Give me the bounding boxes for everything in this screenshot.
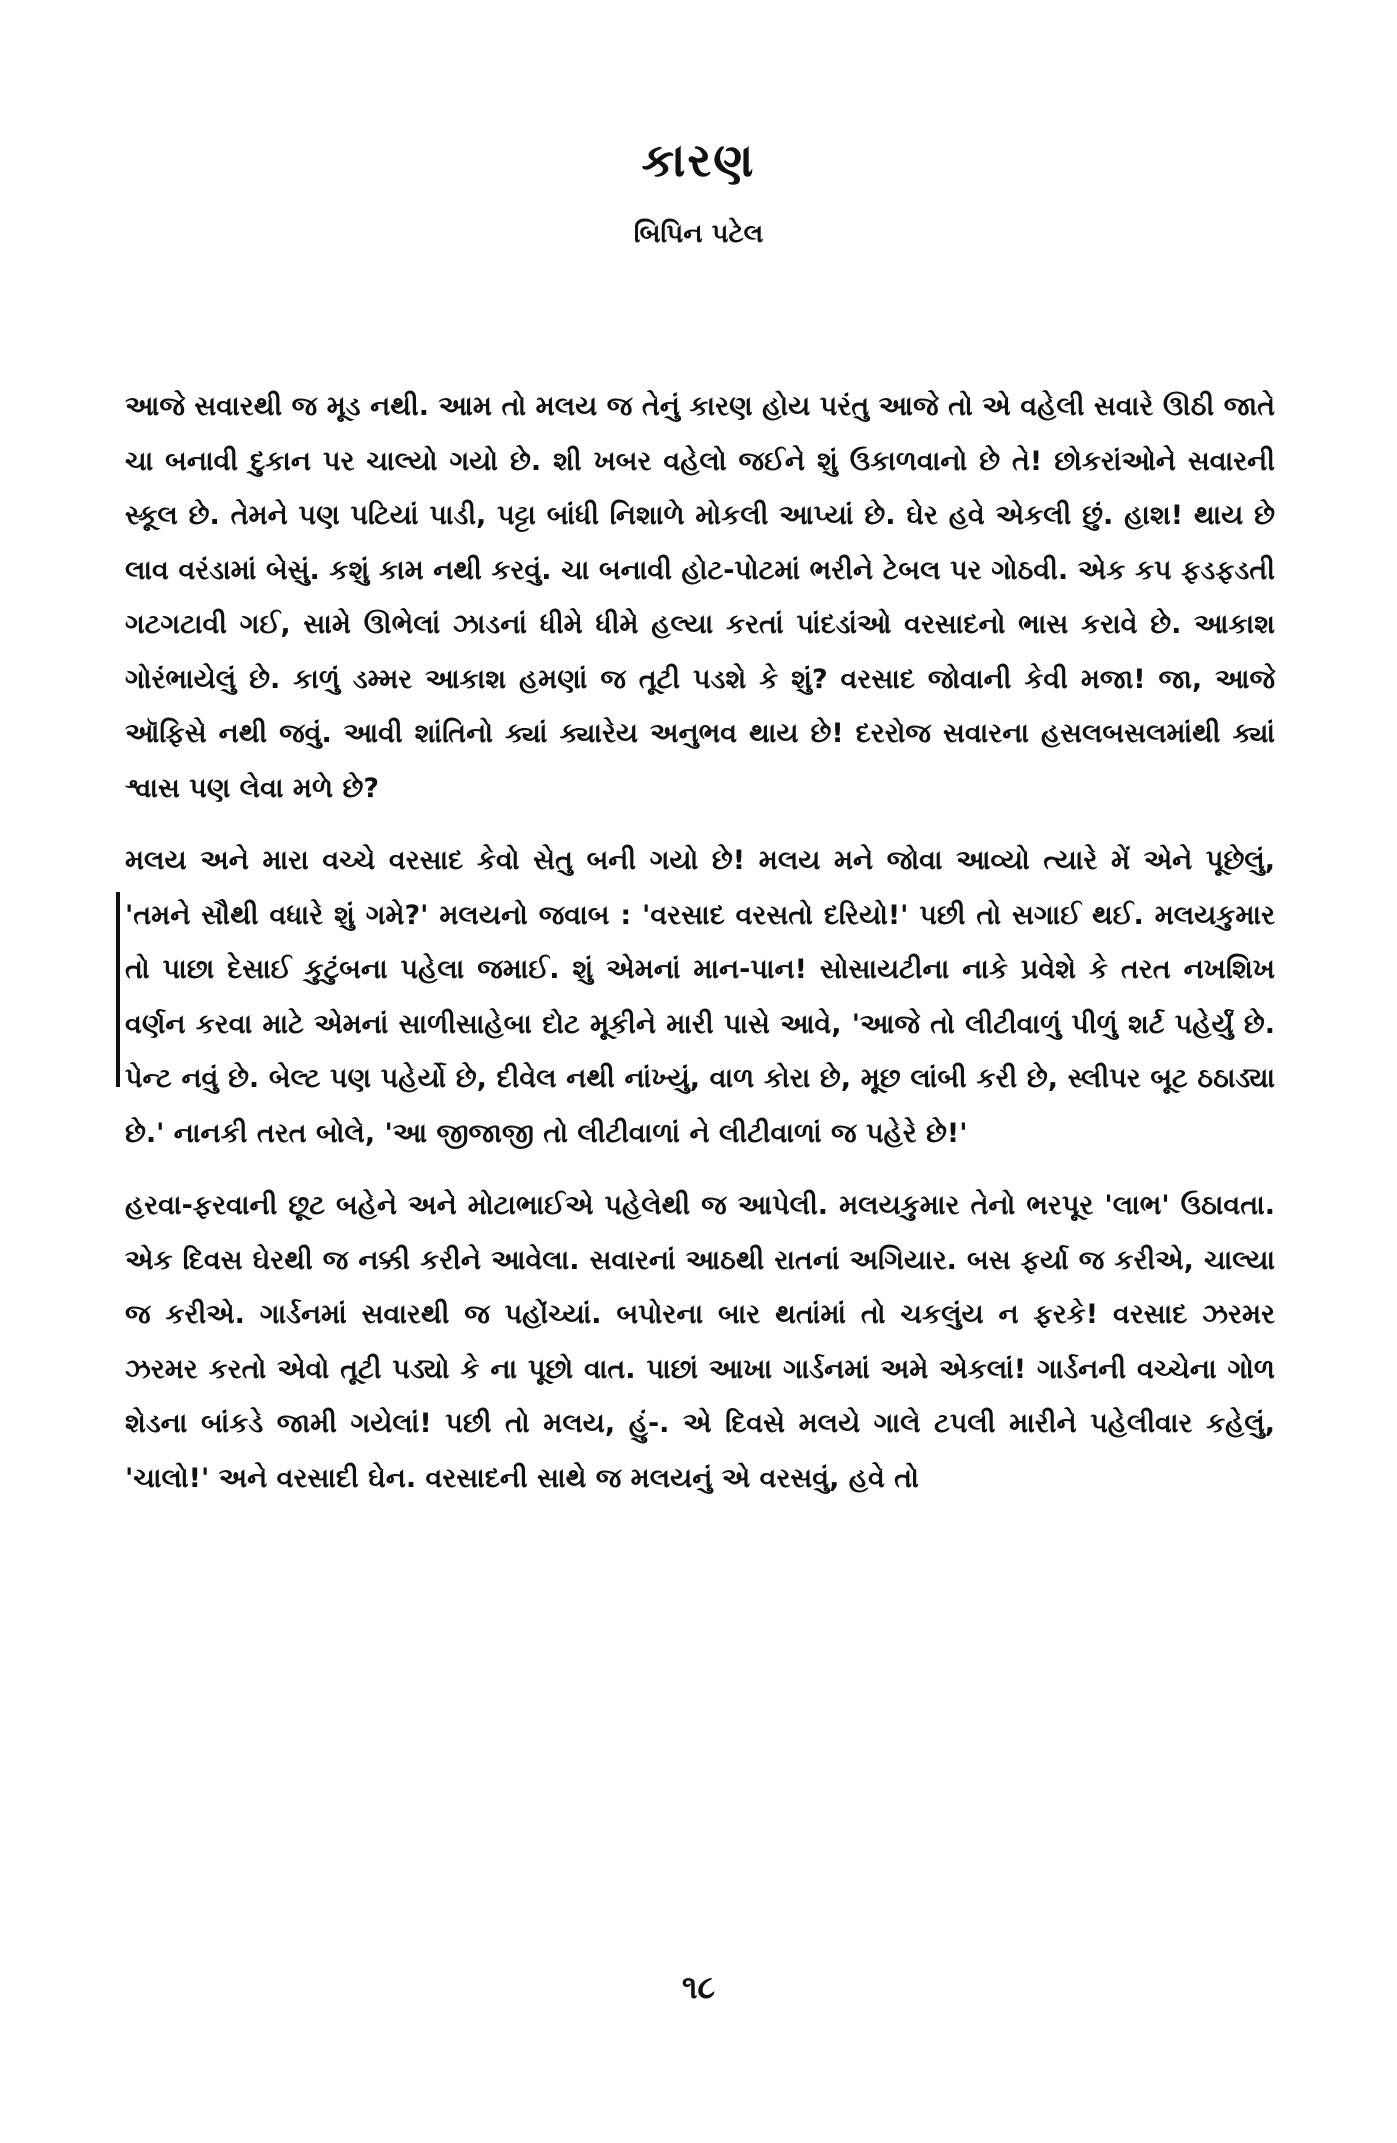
paragraph-3: હરવા-ફરવાની છૂટ બહેને અને મોટાભાઈએ પહેલેથી જ આપેલી. મલયકુમાર તેનો ભરપૂર 'લાભ' ઉઠાવતા. એક દિવસ ઘેરથી જ નક્કી કરીને આવેલા. સવારનાં આઠથી રાતનાં અગિયાર. બસ ફર્યા જ કરીએ, ચાલ્યા જ કરીએ. ગાર્ડનમાં સવારથી જ પહોંચ્યાં. બપોરના બાર થતાંમાં તો ચકલુંય ન ફરકે! વરસાદ ઝરમર ઝરમર કરતો એવો તૂટી પડ્યો કે ના પૂછો વાત. પાછાં આખા ગાર્ડનમાં અમે એકલાં! ગાર્ડનની વચ્ચેના ગોળ શેડના બાંકડે જામી ગયેલાં! પછી તો મલય, હું-. એ દિવસે મલયે ગાલે ટપલી મારીને પહેલીવાર કહેલું, 'ચાલો!' અને વરસાદી ઘેન. વરસાદની સાથે જ મલયનું એ વરસવું, હવે તો bbox=[125, 1190, 1275, 1494]
page-number: ૧૮ bbox=[681, 1968, 716, 2006]
paragraph-2-wrapper bbox=[125, 834, 1275, 1161]
paragraph-2: મલય અને મારા વચ્ચે વરસાદ કેવો સેતુ બની ગયો છે! મલય મને જોવા આવ્યો ત્યારે મેં એને પૂછેલું, 'તમને સૌથી વધારે શું ગમે?' મલયનો જવાબ : 'વરસાદ વરસતો દરિયો!' પછી તો સગાઈ થઈ. મલયકુમાર તો પાછા દેસાઈ કુટુંબના પહેલા જમાઈ. શું એમનાં માન-પાન! સોસાયટીના નાકે પ્રવેશે કે તરત નખશિખ વર્ણન કરવા માટે એમનાં સાળીસાહેબા દોટ મૂકીને મારી પાસે આવે, 'આજે તો લીટીવાળું પીળું શર્ટ પહેર્યું છે. પેન્ટ નવું છે. બેલ્ટ પણ પહેર્યો છે, દીવેલ નથી નાંખ્યું, વાળ કોરા છે, મૂછ લાંબી કરી છે, સ્લીપર બૂટ ઠઠાડ્યા છે.' નાનકી તરત બોલે, 'આ જીજાજી તો લીટીવાળાં ને લીટીવાળાં જ પહેરે છે!' bbox=[125, 845, 1275, 1149]
paragraph-1: આજે સવારથી જ મૂડ નથી. આમ તો મલય જ તેનું કારણ હોય પરંતુ આજે તો એ વહેલી સવારે ઊઠી જાતે ચા બનાવી દુકાન પર ચાલ્યો ગયો છે. શી ખબર વહેલો જઈને શું ઉકાળવાનો છે તે! છોકરાંઓને સવારની સ્કૂલ છે. તેમને પણ પટિયાં પાડી, પટ્ટા બાંધી નિશાળે મોકલી આપ્યાં છે. ઘેર હવે એકલી છું. હાશ! થાય છે લાવ વરંડામાં બેસું. કશું કામ નથી કરવું. ચા બનાવી હોટ-પોટમાં ભરીને ટેબલ પર ગોઠવી. એક કપ ફડફડતી ગટગટાવી ગઈ, સામે ઊભેલાં ઝાડનાં ધીમે ધીમે હલ્યા કરતાં પાંદડાંઓ વરસાદનો ભાસ કરાવે છે. આકાશ ગોરંભાયેલું છે. કાળું ડમ્મર આકાશ હમણાં જ તૂટી પડશે કે શું? વરસાદ જોવાની કેવી મજા! જા, આજે ઑફિસે નથી જવું. આવી શાંતિનો ક્યાં ક્યારેય અનુભવ થાય છે! દરરોજ સવારના હસલબસલમાંથી ક્યાં શ્વાસ પણ લેવા મળે છે? bbox=[125, 391, 1275, 804]
story-header bbox=[0, 130, 1397, 254]
story-title: કારણ bbox=[641, 133, 756, 187]
margin-rule bbox=[116, 892, 120, 1087]
story-body bbox=[125, 380, 1275, 1506]
author-name: બિપિન પટેલ bbox=[633, 219, 764, 249]
